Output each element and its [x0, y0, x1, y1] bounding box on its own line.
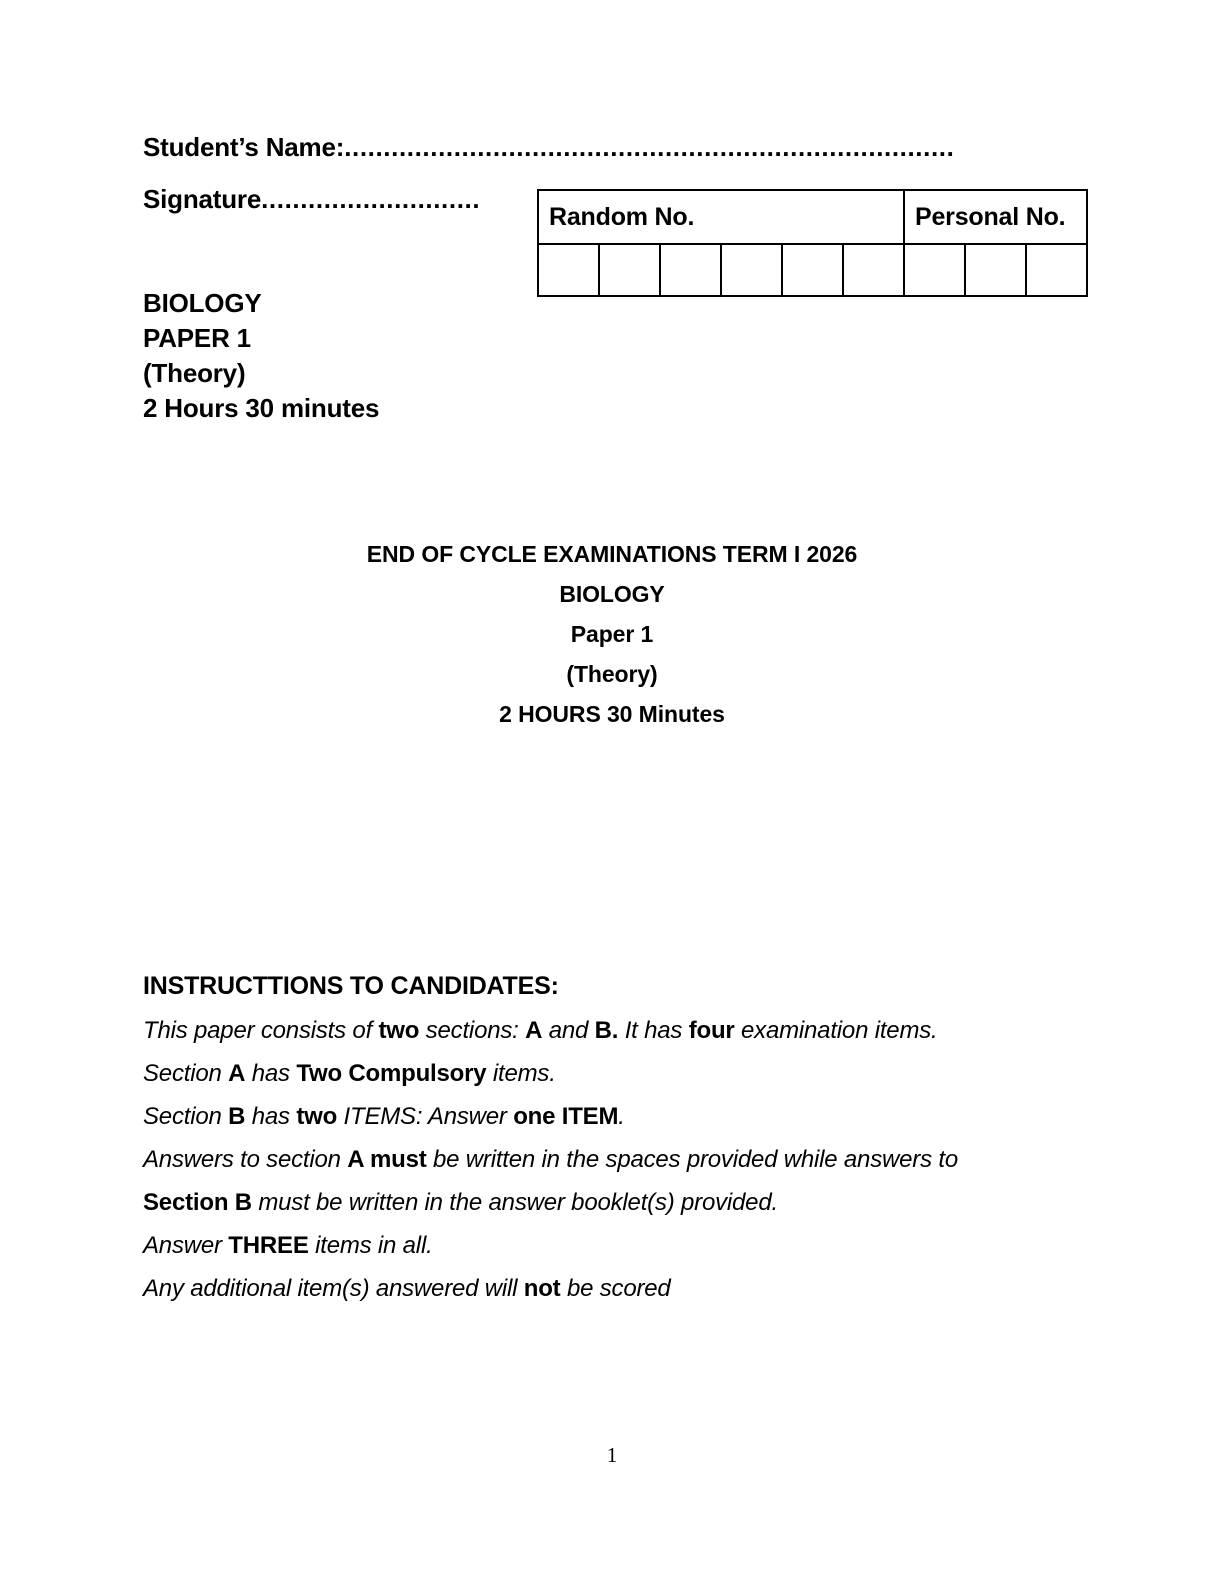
instruction-text: items in all. [308, 1232, 433, 1259]
signature-label: Signature [143, 184, 262, 214]
instruction-text: and [542, 1017, 595, 1044]
instruction-emphasis: two [296, 1103, 338, 1130]
student-name-label: Student’s Name: [143, 132, 345, 162]
instruction-emphasis: THREE [228, 1232, 309, 1259]
instruction-text: must be written in the answer booklet(s) provided. [251, 1189, 778, 1216]
instruction-emphasis: Two Compulsory [296, 1060, 487, 1087]
instruction-emphasis: not [523, 1275, 561, 1302]
personal-no-cell[interactable] [1026, 244, 1087, 296]
random-no-cell[interactable] [538, 244, 599, 296]
number-table-header-row [538, 190, 1087, 244]
instruction-text: be scored [560, 1275, 671, 1302]
instructions-list [143, 1019, 1103, 1301]
random-no-cell[interactable] [660, 244, 721, 296]
random-no-cell[interactable] [599, 244, 660, 296]
instruction-emphasis: A [228, 1060, 246, 1087]
instruction-text: Any additional item(s) answered will [143, 1275, 524, 1302]
instruction-text: ITEMS: Answer [337, 1103, 514, 1130]
personal-no-cell[interactable] [904, 244, 965, 296]
subject-line-duration: 2 Hours 30 minutes [143, 393, 380, 424]
exam-title-line-type: (Theory) [566, 661, 658, 688]
instruction-text: Section [143, 1103, 229, 1130]
instruction-emphasis: four [688, 1017, 735, 1044]
instructions-block [143, 972, 1103, 1301]
instruction-text: It has [618, 1017, 689, 1044]
instruction-line [143, 1105, 1103, 1129]
personal-no-header: Personal No. [904, 190, 1087, 244]
instruction-emphasis: B [228, 1103, 246, 1130]
instruction-line [143, 1191, 1103, 1215]
exam-title-line-paper: Paper 1 [570, 621, 654, 648]
number-table-entry-row [538, 244, 1087, 296]
instruction-emphasis: B. [594, 1017, 619, 1044]
random-no-cell[interactable] [843, 244, 904, 296]
exam-title-block [0, 534, 1224, 734]
instruction-text: Section [143, 1060, 229, 1087]
exam-title-line-subject: BIOLOGY [559, 581, 665, 608]
exam-title-line-duration: 2 HOURS 30 Minutes [499, 701, 725, 728]
instruction-text: examination items. [734, 1017, 938, 1044]
personal-no-cell[interactable] [965, 244, 1026, 296]
signature-dotted-field[interactable]: ............................ [261, 184, 481, 214]
instruction-emphasis: one ITEM [513, 1103, 619, 1130]
random-no-cell[interactable] [782, 244, 843, 296]
subject-line-type: (Theory) [143, 358, 246, 389]
instruction-text: . [618, 1103, 625, 1130]
instruction-emphasis: A must [347, 1146, 427, 1173]
instruction-line [143, 1148, 1103, 1172]
instruction-emphasis: A [525, 1017, 543, 1044]
instruction-line [143, 1019, 1103, 1043]
instruction-emphasis: two [378, 1017, 420, 1044]
instruction-text: This paper consists of [143, 1017, 379, 1044]
instructions-heading: INSTRUCTTIONS TO CANDIDATES: [143, 972, 559, 1000]
instruction-line [143, 1062, 1103, 1086]
student-name-dotted-field[interactable]: .............................................................................. [344, 132, 955, 162]
instruction-text: has [245, 1103, 297, 1130]
instruction-line [143, 1234, 1103, 1258]
page-number: 1 [606, 1443, 618, 1467]
exam-title-line-exam: END OF CYCLE EXAMINATIONS TERM I 2026 [366, 541, 858, 567]
instruction-text: Answer [143, 1232, 229, 1259]
student-name-line [143, 134, 1093, 160]
instruction-line [143, 1277, 1103, 1301]
subject-block [143, 286, 379, 426]
instruction-emphasis: Section B [143, 1189, 252, 1216]
instruction-text: sections: [419, 1017, 526, 1044]
random-no-header: Random No. [538, 190, 904, 244]
candidate-number-table [537, 189, 1088, 297]
instruction-text: Answers to section [143, 1146, 348, 1173]
instruction-text: items. [486, 1060, 556, 1087]
random-no-cell[interactable] [721, 244, 782, 296]
instruction-text: be written in the spaces provided while answers to [426, 1146, 958, 1173]
instruction-text: has [245, 1060, 297, 1087]
subject-line-subject: BIOLOGY [143, 288, 262, 318]
subject-line-paper: PAPER 1 [143, 323, 251, 354]
